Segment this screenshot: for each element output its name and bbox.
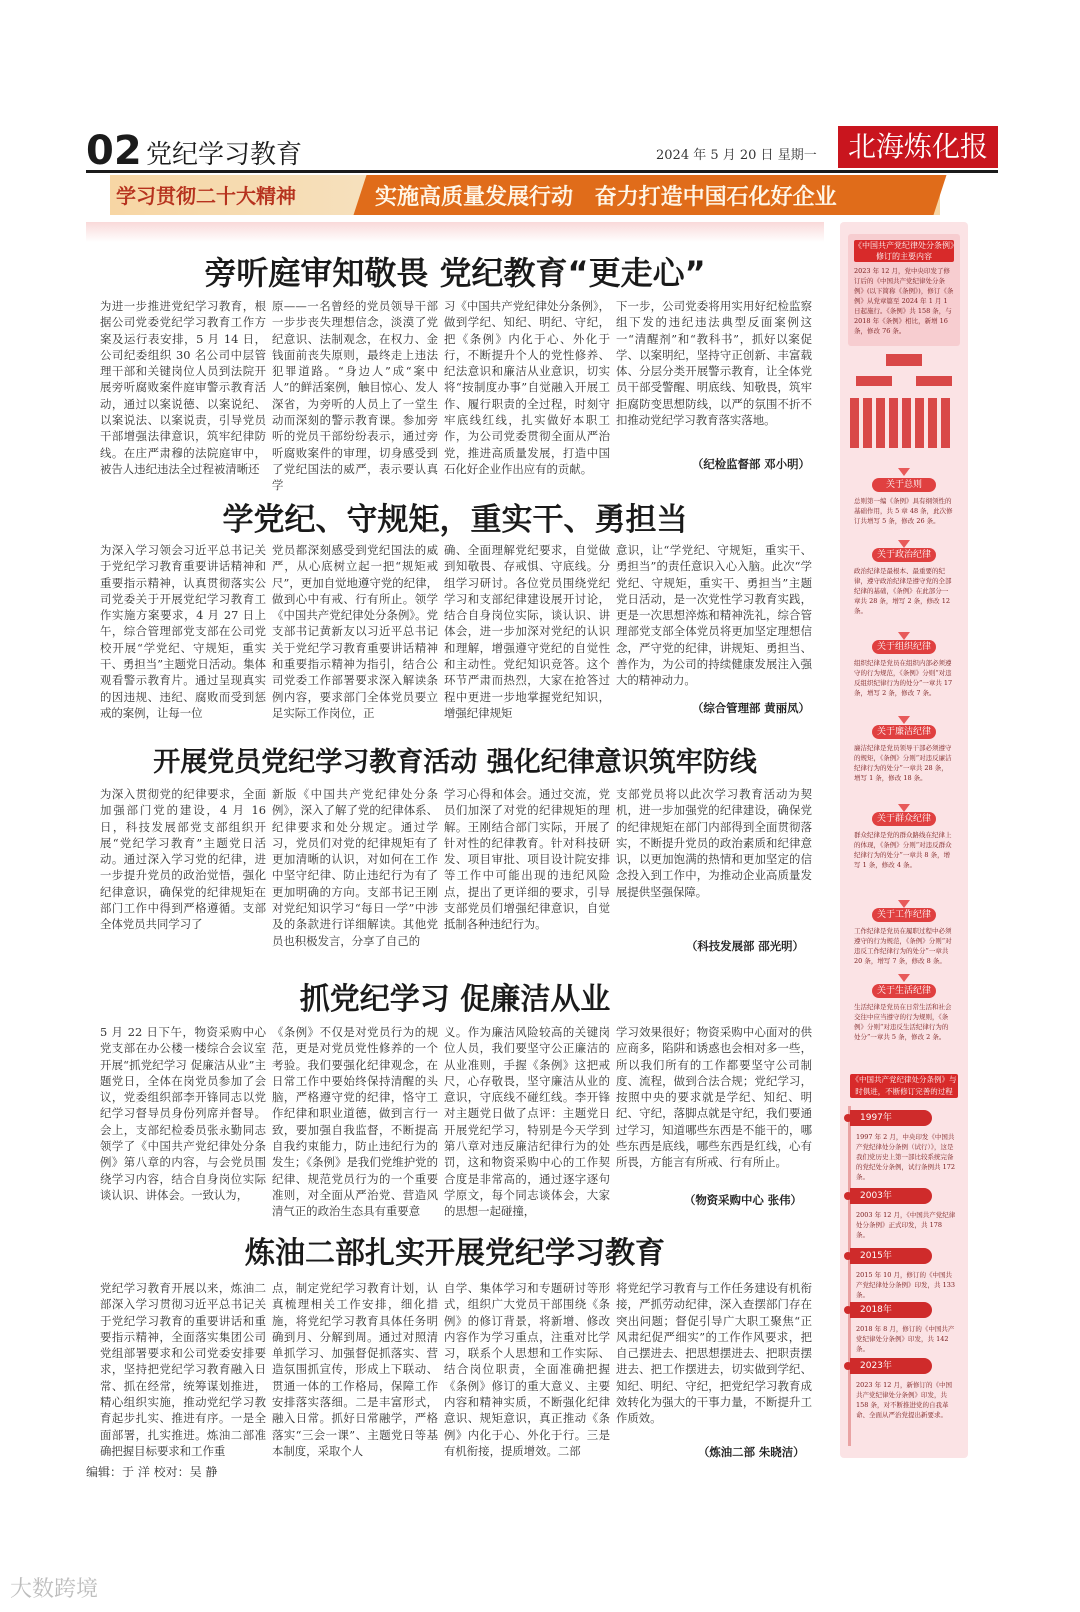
- timeline-year: 2015年: [850, 1248, 932, 1264]
- sidebar-box-revision-title: 《中国共产党纪律处分条例》修订的主要内容: [854, 241, 954, 261]
- article-4-col-2: 《条例》不仅是对党员行为的规范，更是对党员党性修养的一个考验。我们要强化纪律观念，在日常工作中要始终保持清醒的头脑，严格遵守党的纪律，恪守工作纪律和职业道德，做到言行一致，要加强自我监督，不断提高自我约束能力，防止违纪行为的发生；《条例》是我们党维护党的纪律、规范党员行为的一个重要准则，对全面从严治党、营造风清气正的政治生态具有重要意: [272, 1025, 438, 1219]
- timeline-text: 2015 年 10 月，修订的《中国共产党纪律处分条例》印发，共 133 条。: [856, 1271, 955, 1299]
- diagram-bar: [928, 398, 937, 448]
- slogan-banner: [110, 175, 940, 215]
- topic-chip: 关于生活纪律: [872, 984, 936, 998]
- down-arrow-icon: [898, 540, 910, 548]
- article-3-col-3: 学习心得和体会。通过交流，党员们加深了对党的纪律规矩的理解。王刚结合部门实际，开展了针对性的纪律教育。针对科技研发、项目审批、项目设计院安排等工作中可能出现的违纪风险点，提出了更详细的要求，引导支部党员们增强纪律意识，自觉抵制各种违纪行为。: [444, 787, 610, 932]
- topic-chip: 关于组织纪律: [872, 640, 936, 654]
- issue-date: 2024 年 5 月 20 日 星期一: [656, 148, 817, 163]
- article-5-col-3: 自学、集体学习和专题研讨等形式，组织广大党员干部围绕《条例》的修订背景，将新增、修改内容作为学习重点，注重对比学习，联系个人思想和工作实际、结合岗位职责，全面准确把握《条例》修订的重大意义、主要内容和精神实质，不断强化纪律意识、规矩意识，真正推动《条例》内化于心、外化于行。三是有机衔接，提质增效。二部: [444, 1281, 610, 1458]
- diagram-root-box: [886, 354, 922, 366]
- diagram-bar: [850, 398, 859, 448]
- article-4-title: 抓党纪学习 促廉洁从业: [299, 982, 611, 1017]
- article-2-col-1: 为深入学习领会习近平总书记关于党纪学习教育重要讲话精神和重要指示精神，认真贯彻落实公司党委关于开展党纪学习教育工作实施方案要求，4 月 27 日上午，综合管理部党支部在公司党校开展“学党纪、守规矩，重实干、勇担当”主题党日活动。集体观看警示教育片。通过呈现真实的因违规、违纪、腐败而受到惩戒的案例，让每一位: [100, 543, 266, 720]
- article-3-col-1: 为深入贯彻党的纪律要求，全面加强部门党的建设，4 月 16 日，科技发展部党支部组织开展“党纪学习教育”主题党日活动。通过深入学习党的纪律，进一步提升党员的政治觉悟，强化纪律意识，确保党的纪律规矩在部门工作中得到严格遵循。支部全体党员共同学习了: [100, 787, 266, 932]
- masthead: [86, 126, 998, 173]
- diagram-bar: [915, 398, 924, 448]
- article-1-col-4: 下一步，公司党委将用实用好纪检监察组下发的违纪违法典型反面案例这一“清醒剂”和“教科书”，抓好以案促学、以案明纪，坚持守正创新、丰富载体、分层分类开展警示教育，让全体党员干部受警醒、明底线、知敬畏，筑牢拒腐防变思想防线，以严的氛围不折不扣推动党纪学习教育落实落地。: [616, 299, 812, 428]
- article-4-byline: （物资采购中心 张伟）: [684, 1193, 802, 1207]
- article-5-col-1: 党纪学习教育开展以来，炼油二部深入学习贯彻习近平总书记关于党纪学习教育的重要讲话和重要指示精神，全面落实集团公司党组部署要求和公司党委安排要求，坚持把党纪学习教育融入日常、抓在经常，统筹谋划推进，精心组织实施，推动党纪学习教育起步扎实、推进有序。一是全面部署，扎实推进。炼油二部准确把握目标要求和工作重: [100, 1281, 266, 1458]
- article-5-title: 炼油二部扎实开展党纪学习教育: [245, 1236, 665, 1271]
- article-3-col-4: 支部党员将以此次学习教育活动为契机，进一步加强党的纪律建设，确保党的纪律规矩在部门内部得到全面贯彻落实，不断提升党员的政治素质和纪律意识，以更加饱满的热情和更加坚定的信念投入到工作中，为推动企业高质量发展提供坚强保障。: [616, 787, 812, 899]
- topic-text: 工作纪律是党员在履职过程中必须遵守的行为规范，《条例》分则“对违反工作纪律行为的处分”一章共 20 条，增写 7 条，修改 8 条。: [854, 927, 952, 965]
- timeline-year: 2023年: [850, 1358, 932, 1374]
- timeline-year: 2018年: [850, 1302, 932, 1318]
- article-2-col-4: 意识，让“学党纪、守规矩，重实干、勇担当”的责任意识入心入脑。此次“学党纪、守规矩，重实干、勇担当”主题党日活动，是一次党性学习教育实践，更是一次思想淬炼和精神洗礼，综合管理部党支部全体党员将更加坚定理想信念，严守党的纪律，讲规矩、勇担当、善作为，为公司的持续健康发展注入强大的精神动力。: [616, 543, 812, 688]
- article-2-title: 学党纪、守规矩，重实干、勇担当: [222, 502, 688, 538]
- editor-credit: 编辑：于 洋 校对：吴 静: [86, 1465, 218, 1479]
- sidebar-box-revision-text: 2023 年 12 月，党中央印发了修订后的《中国共产党纪律处分条例》(以下简称《条例》)，修订《条例》从党章篇至 2024 年 1 月 1 日起施行。《条例》共 158 条，与 2018 年《条例》相比，新增 16 条，修改 76 条。: [854, 267, 954, 335]
- watermark: 大数跨境: [10, 1577, 99, 1602]
- down-arrow-icon: [898, 632, 910, 640]
- diagram-bar: [889, 398, 898, 448]
- topic-chip: 关于政治纪律: [872, 548, 936, 562]
- diagram-bar: [876, 398, 885, 448]
- timeline-year: 2003年: [850, 1188, 932, 1204]
- article-1-title: 旁听庭审知敬畏 党纪教育“更走心”: [204, 254, 706, 292]
- timeline-text: 1997 年 2 月，中央印发《中国共产党纪律处分条例（试行）》，这是我们党历史上第一部比较系统完备的党纪处分条例，试行条例共 172 条。: [856, 1133, 955, 1181]
- diagram-node-left: [856, 376, 892, 386]
- timeline-text: 2003 年 12 月，《中国共产党纪律处分条例》正式印发，共 178 条。: [856, 1211, 956, 1239]
- down-arrow-icon: [898, 974, 910, 982]
- sidebar-infographic: [840, 222, 968, 1458]
- article-3-title: 开展党员党纪学习教育活动 强化纪律意识筑牢防线: [153, 747, 757, 778]
- diagram-bar: [902, 398, 911, 448]
- diagram-bar: [941, 398, 950, 448]
- topic-text: 总则第一编《条例》具有纲领性的基础作用，共 5 章 48 条，此次修订共增写 5 条，修改 26 条。: [854, 497, 953, 525]
- timeline-year: 1997年: [850, 1110, 932, 1126]
- article-1-col-3: 习《中国共产党纪律处分条例》，做到学纪、知纪、明纪、守纪，把《条例》内化于心、外化于行，不断提升个人的党性修养、纪法意识和廉洁从业意识，切实将“按制度办事”自觉融入开展工作、履行职责的全过程，时刻守牢底线红线，扎实做好本职工作，为公司党委贯彻全面从严治党，推进高质量发展，打造中国石化好企业作出应有的贡献。: [444, 299, 610, 476]
- top-gradient-bar: [86, 222, 824, 242]
- topic-text: 群众纪律是党的群众路线在纪律上的体现，《条例》分则“对违反群众纪律行为的处分”一章共 8 条，增写 1 条，修改 4 条。: [854, 831, 952, 869]
- article-1-byline: （纪检监督部 邓小明）: [692, 457, 810, 471]
- timeline-title: 《中国共产党纪律处分条例》与时俱进，不断修订完善的过程: [851, 1075, 957, 1096]
- article-2-byline: （综合管理部 黄丽凤）: [692, 701, 810, 715]
- structure-diagram: [848, 354, 960, 464]
- sidebar-box-revision: [848, 234, 960, 346]
- article-4-col-1: 5 月 22 日下午，物资采购中心党支部在办公楼一楼综合会议室开展“抓党纪学习 促廉洁从业”主题党日，全体在岗党员参加了会议，党委组织部李开锋同志以党纪学习督导员身份列席并督导。会上，支部纪检委员张永勤同志领学了《中国共产党纪律处分条例》第八章的内容，与会党员围绕学习内容，结合自身岗位实际谈认识、讲体会。一致认为，: [100, 1025, 266, 1202]
- topic-text: 政治纪律是最根本、最重要的纪律，遵守政治纪律是遵守党的全部纪律的基础，《条例》在此部分一章共 28 条，增写 2 条，修改 12 条。: [854, 567, 952, 615]
- topic-text: 组织纪律是党员在组织内部必须遵守的行为规范，《条例》分则“对违反组织纪律行为的处分”一章共 17 条，增写 2 条，修改 7 条。: [854, 659, 953, 697]
- diagram-node-right: [916, 376, 952, 386]
- topic-chip: 关于群众纪律: [872, 812, 936, 826]
- section-title: 党纪学习教育: [146, 140, 303, 170]
- topic-text: 廉洁纪律是党员领导干部必须遵守的规矩，《条例》分则“对违反廉洁纪律行为的处分”一章共 28 条，增写 1 条，修改 18 条。: [854, 744, 952, 782]
- article-1-col-1: 为进一步推进党纪学习教育，根据公司党委党纪学习教育工作方案及运行表安排，5 月 14 日，公司纪委组织 30 名公司中层管理干部和关键岗位人员到法院开展旁听腐败案件庭审警示教育活动，通过以案说德、以案说纪、以案说法、以案说责，引导党员干部增强法律意识，筑牢纪律防线。在庄严肃穆的法院庭审中，被告人违纪违法全过程被清晰还: [100, 299, 266, 476]
- article-3-col-2: 新版《中国共产党纪律处分条例》，深入了解了党的纪律体系、纪律要求和处分规定。通过学习，党员们对党的纪律规矩有了更加清晰的认识，对如何在工作中坚守纪律、防止违纪行为有了更加明确的方向。支部书记王刚对党纪知识学习“每日一学”中涉及的条款进行详细解读。其他党员也积极发言，分享了自己的: [272, 787, 438, 948]
- article-2-col-3: 确、全面理解党纪要求，自觉做到知敬畏、存戒惧、守底线。分组学习研讨。各位党员围绕党纪学习和支部纪律建设展开讨论，结合自身岗位实际，谈认识、讲体会，进一步加深对党纪的认识和理解，增强遵守党纪的自觉性和主动性。党纪知识竞答。这个环节严肃而热烈，大家在抢答过程中更进一步地掌握党纪知识，增强纪律规矩: [444, 543, 610, 720]
- down-arrow-icon: [898, 468, 910, 476]
- page-number: 02: [86, 128, 142, 174]
- timeline-text: 2023 年 12 月，新修订的《中国共产党纪律处分条例》印发，共 158 条，对不断推进党的自我革命、全面从严治党提出新要求。: [856, 1381, 953, 1419]
- article-5-col-2: 点，制定党纪学习教育计划，认真梳理相关工作安排，细化措施，将党纪学习教育具体任务明确到月、分解到周。通过对照清单抓学习、加强督促抓落实、营造氛围抓宣传，形成上下联动、贯通一体的工作格局，保障工作安排落实落细。二是丰富形式，融入日常。抓好日常融学，严格落实“三会一课”、主题党日等基本制度，采取个人: [272, 1281, 438, 1458]
- article-5-col-4: 将党纪学习教育与工作任务建设有机衔接，严抓劳动纪律，深入查摆部门存在突出问题；督促引导广大职工聚焦“正风肃纪促严细实”的工作作风要求，把自己摆进去、把思想摆进去、把职责摆进去、把工作摆进去，切实做到学纪、知纪、明纪、守纪，把党纪学习教育成效转化为强大的干事力量，不断提升工作质效。: [616, 1281, 812, 1426]
- article-1-col-2: 原——一名曾经的党员领导干部一步步丧失理想信念，淡漠了党纪意识、法制观念，在权力、金钱面前丧失原则，最终走上违法犯罪道路。“身边人”成“案中人”的鲜活案例，触目惊心、发人深省，为旁听的人员上了一堂生动而深刻的警示教育课。参加旁听的党员干部纷纷表示，通过旁听腐败案件的审理，切身感受到了党纪国法的威严，表示要认真学: [272, 299, 438, 493]
- diagram-bar: [863, 398, 872, 448]
- down-arrow-icon: [898, 804, 910, 812]
- topic-chip: 关于廉洁纪律: [872, 725, 936, 739]
- down-arrow-icon: [898, 900, 910, 908]
- article-3-byline: （科技发展部 邵光明）: [686, 939, 804, 953]
- paper-logo: 北海炼化报: [838, 126, 998, 168]
- article-2-col-2: 党员都深刻感受到党纪国法的威严，从心底树立起一把“规矩戒尺”，更加自觉地遵守党的纪律，做到心中有戒、行有所止。领学《中国共产党纪律处分条例》。党支部书记黄新友以习近平总书记关于党纪学习教育重要讲话精神和重要指示精神为指引，结合公司党委工作部署要求深入解读条例内容，要求部门全体党员要立足实际工作岗位，正: [272, 543, 438, 720]
- article-4-col-4: 学习效果很好；物资采购中心面对的供应商多，陷阱和诱惑也会相对多一些，所以我们所有的工作都要坚守公司制度、流程，做到合法合规；党纪学习，按照中央的要求就是学纪、知纪、明纪、守纪，落脚点就是守纪，我们要通过学习，知道哪些东西是不能干的，哪些东西是底线，哪些东西是红线，心有所畏，方能言有所戒、行有所止。: [616, 1025, 812, 1170]
- down-arrow-icon: [898, 716, 910, 724]
- topic-chip: 关于总则: [872, 478, 936, 492]
- topic-text: 生活纪律是党员在日常生活和社会交往中应当遵守的行为规则，《条例》分则“对违反生活纪律行为的处分”一章共 5 条，修改 2 条。: [854, 1003, 952, 1041]
- article-5-byline: （炼油二部 朱晓洁）: [698, 1445, 805, 1459]
- banner-left-text: 学习贯彻二十大精神: [116, 184, 296, 208]
- timeline-line: [848, 1106, 851, 1446]
- timeline-text: 2018 年 8 月，修订的《中国共产党纪律处分条例》印发，共 142 条。: [856, 1325, 955, 1353]
- topic-chip: 关于工作纪律: [872, 908, 936, 922]
- main-articles: [86, 222, 824, 1462]
- article-4-col-3: 义。作为廉洁风险较高的关键岗位人员，我们要坚守公正廉洁的从业准则，手握《条例》这把戒尺，心存敬畏，坚守廉洁从业的意识，守底线不碰红线。李开锋对主题党日做了点评：主题党日开展党纪学习，特别是今天学到第八章对违反廉洁纪律行为的处罚，这和物资采购中心的工作契合度是非常高的，通过逐字逐句学原文，每个同志谈体会，大家的思想一起碰撞，: [444, 1025, 610, 1219]
- banner-right-text: 实施高质量发展行动 奋力打造中国石化好企业: [375, 185, 837, 210]
